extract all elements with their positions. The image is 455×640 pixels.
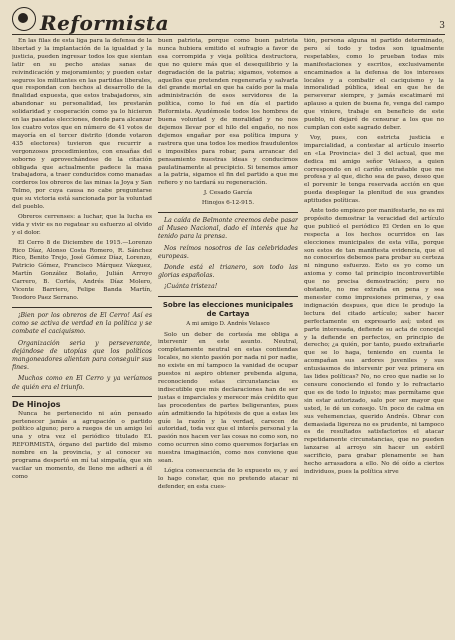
article-heading: De Hinojos [12, 399, 61, 409]
paragraph: El Cerro 8 de Diciembre de 1915.—Lorenzo Rico Díaz, Alonso Costa Romero, R. Sánchez Rico, Benito Trejo, José Gómez Díaz, Lorenzo, Patricio Gómez, Francisco Márquez Vázquez, Martín González Bolaño, Julián Arroyo Carrero, B. Cortés, Andrés Díaz Molero, Vicente Barriero, Felipe Banda Martín, Teodoro Paez Serrano. [12, 239, 152, 301]
divider [12, 307, 152, 308]
paragraph: Obreros cerrenses: a luchar, que la lucha es vida y vivir es no regatear su esfuerzo al olvido y el dolor. [12, 213, 152, 236]
paragraph: tión, persona alguna ni partido determinado, pero sí todo y todos son igualmente respetables, como lo prueban todas mis manifestaciones y escritos, exclusivamente encaminados a la defensa de los intereses locales y a combatir el caciquismo y la inmoralidad pública, ideal en que he de perseverar siempre, y jamás escatimaré mi aplauso a quien de buena fe, venga del campo que viniere, trabaje en beneficio de este pueblo, ni dejaré de censurar a los que no cumplan con este sagrado deber. [304, 38, 444, 131]
paragraph: Lógica consecuencia de lo expuesto es, y así lo hago constar, que no pretendo atacar ni defender, en esta cues- [158, 467, 298, 490]
editorial-note [158, 217, 298, 292]
dedication: A mi amigo D. Andrés Velasco [186, 320, 270, 327]
paragraph: buen patriota, porque como buen patriota nunca hubiera emitido el sufragio a favor de esa corrompida y vieja política destructora, que no quiere más que el desequilibrio y la degradación de la patria; sigamos, votemos a aquellos que pretenden regenerarla y salvarla del grande mortal en que ha caído por la mala administración de esos servidores de la política, como lo fué en día el partido Reformista. Ayudémosle todos los hombres de buena voluntad y de moralidad y no nos dejemos llevar por el hilo del engaño, no nos dejemos engañar por esa política impura y rastrera que una todos los medios fraudulentos e imposibles para robar, para arrancar del pensamiento nuestras ideas y conducirnos paulatinamente al precipicio. Si tenemos amor a la patria, sigamos el fin del partido a que me refiero y no tardará su regeneración. [158, 38, 298, 187]
note-line: ¡Bien por los obreros de El Cerro! Así es como se activa de verdad en la política y se combate el caciquismo. [12, 311, 152, 336]
page-number: 3 [439, 21, 445, 31]
note-line: ¡Cuánta tristeza! [164, 283, 218, 291]
article-heading: Sobre las elecciones municipales de Cartaya [162, 300, 294, 318]
divider [158, 296, 298, 297]
masthead [12, 4, 445, 35]
note-line: Organización seria y perseverante, dejándose de utopías que los políticos mangoneadores alientan para conseguir sus fines. [12, 339, 152, 372]
newspaper-title: Reformista [40, 11, 170, 35]
emblem-icon [12, 7, 36, 31]
column-3 [304, 38, 444, 638]
columns [12, 38, 445, 638]
note-line: Donde está el trianero, son todo las glorias españolas. [158, 264, 298, 280]
column-2 [158, 38, 298, 638]
paragraph: Solo un deber de cortesía me obliga a intervenir en este asunto. Neutral, completamente neutral en estas contiendas locales, no siento pasión por nada ni por nadie, no existe en mí tampoco la vanidad de ocupar puestos ni aspiro obtener prebenda alguna, reconociendo estas circunstancias es indiscutible que mis declaraciones han de ser justas e imparciales y merecer más crédito que las procedentes de partes beligerantes, pues aún admitiendo la hipótesis de que a estas les guíe la razón y la verdad, carecen de autoridad, toda vez que el interés personal y la pasión nos hacen ver las cosas no como son, no como ocurren sino como queremos forjarlas en nuestra imaginación, como nos conviene que sean. [158, 331, 298, 465]
signature: J. Cesado García [203, 190, 253, 197]
column-1 [12, 38, 152, 638]
paragraph: Nunca he pertenecido ni aún pensado pertenecer jamás a agrupación o partido político alguno; pero a ruegos de un amigo leí una y otra vez el periódico titulado EL REFORMISTA, órgano del partido del mismo nombre en la provincia, y al conocer su programa despertó en mí tal simpatía, que sin vacilar un momento, de lleno me adherí a él como [12, 410, 152, 480]
paragraph: Voy, pues, con estricta justicia e imparcialidad, a contestar al artículo inserto en «La Provincia» del 3 del actual, que me dedica mi amigo señor Velasco, a quien correspondo en el cariño entrañable que me profesa y al que, dicho sea de paso, deseo que el porvenir le tenga reservada acción en que pueda desplegar la plenitud de sus grandes aptitudes políticas. [304, 134, 444, 205]
note-line: Muchos como en El Cerro y ya veríamos de quién era el triunfo. [12, 375, 152, 391]
paragraph: En las filas de esta liga para la defensa de la libertad y la implantación de la igualdad y la justicia, pueden ingresar todos los que sientan latir en su pecho ansias sanas de reivindicación y mejoramiento; y pueden estar seguros los militantes en las partidas liberales, que respondan con hechos al desarrollo de la finalidad expuesta, que estos trabajadores, sin abandonar su personalidad, les prestarán solidaridad y cooperación como ya lo hicieron en las pasadas elecciones, donde para alcanzar los cuatro votos que en número de 41 votos de mayoría en el tercer distrito (donde votaron 435 electores) tuvieron que recurrir a vergonzosos procedimientos, con ensañas del soborno y aprovechándose de la citación obligada que actualmente padece la masa trabajadora, a traer conducidos como manadas corderos los obreros de las minas la Joya y San Telmo, por cuya causa no cabe preguntarse que su victoria está sancionada por la voluntad del pueblo. [12, 38, 152, 211]
dateline: Hinojos 6-12-915. [201, 200, 255, 207]
note-line: Nos reímos nosotros de las celebridades europeas. [158, 244, 298, 260]
divider [12, 396, 152, 397]
masthead-left [12, 7, 169, 34]
divider [158, 212, 298, 213]
note-line: La caída de Belmonte creemos debe pasar al Museo Nacional, dado el interés que ha tenido para la prensa. [158, 217, 298, 241]
paragraph: Ante todo empiezo por manifestarle, no es mi propósito demostrar la veracidad del artículo que publicó el periódico El Orden en lo que respecta a los hechos ocurridos en las elecciones municipales de esta villa, porque son estos de tan manifiesta evidencia, que el no conocerlos debemos para probar su certeza ni ninguno esfuerzo. Esto es yo como un axioma y como tal principio incontrovertible que no precisa demostración; pero no obstante, no me extraña en pena y sea menester como impresiones primeras, y esa indignación despues, que dice le produjo la lectura del citado artículo; saber hacer perfectamente en expresarlo así; usted es parte interesada, defiende su acta de concejal y la defiende en perfectos, en principio de derecho; ¿a quién, por tanto, puedo extrañarle que se lo haga, teniendo en cuenta le acompañan sus ardores juveniles y sus entusiasmos de intervenir por vez primera en las lides políticas? No, no creo que nadie se lo censure conociendo el fondo y lo refractario que es de todo lo injusto; mas permítame que sin estar autorizado, salo por ser mayor que usted, le dé un consejo. Un poco de calma en sus vehemencias, querido Andrés. Obrar con demasiada ligereza no es prudente, ni tampoco es de resultados satisfactorios el atacar repetidamente circunstancias, que no pueden lanzarse al arroyo sin hacer un estéril sacrificio, para grabar plenamente se han hecho arrasadora a ello. No dé oído a ciertos individuos, pues la política sirve [304, 208, 444, 475]
editorial-note [12, 312, 152, 392]
